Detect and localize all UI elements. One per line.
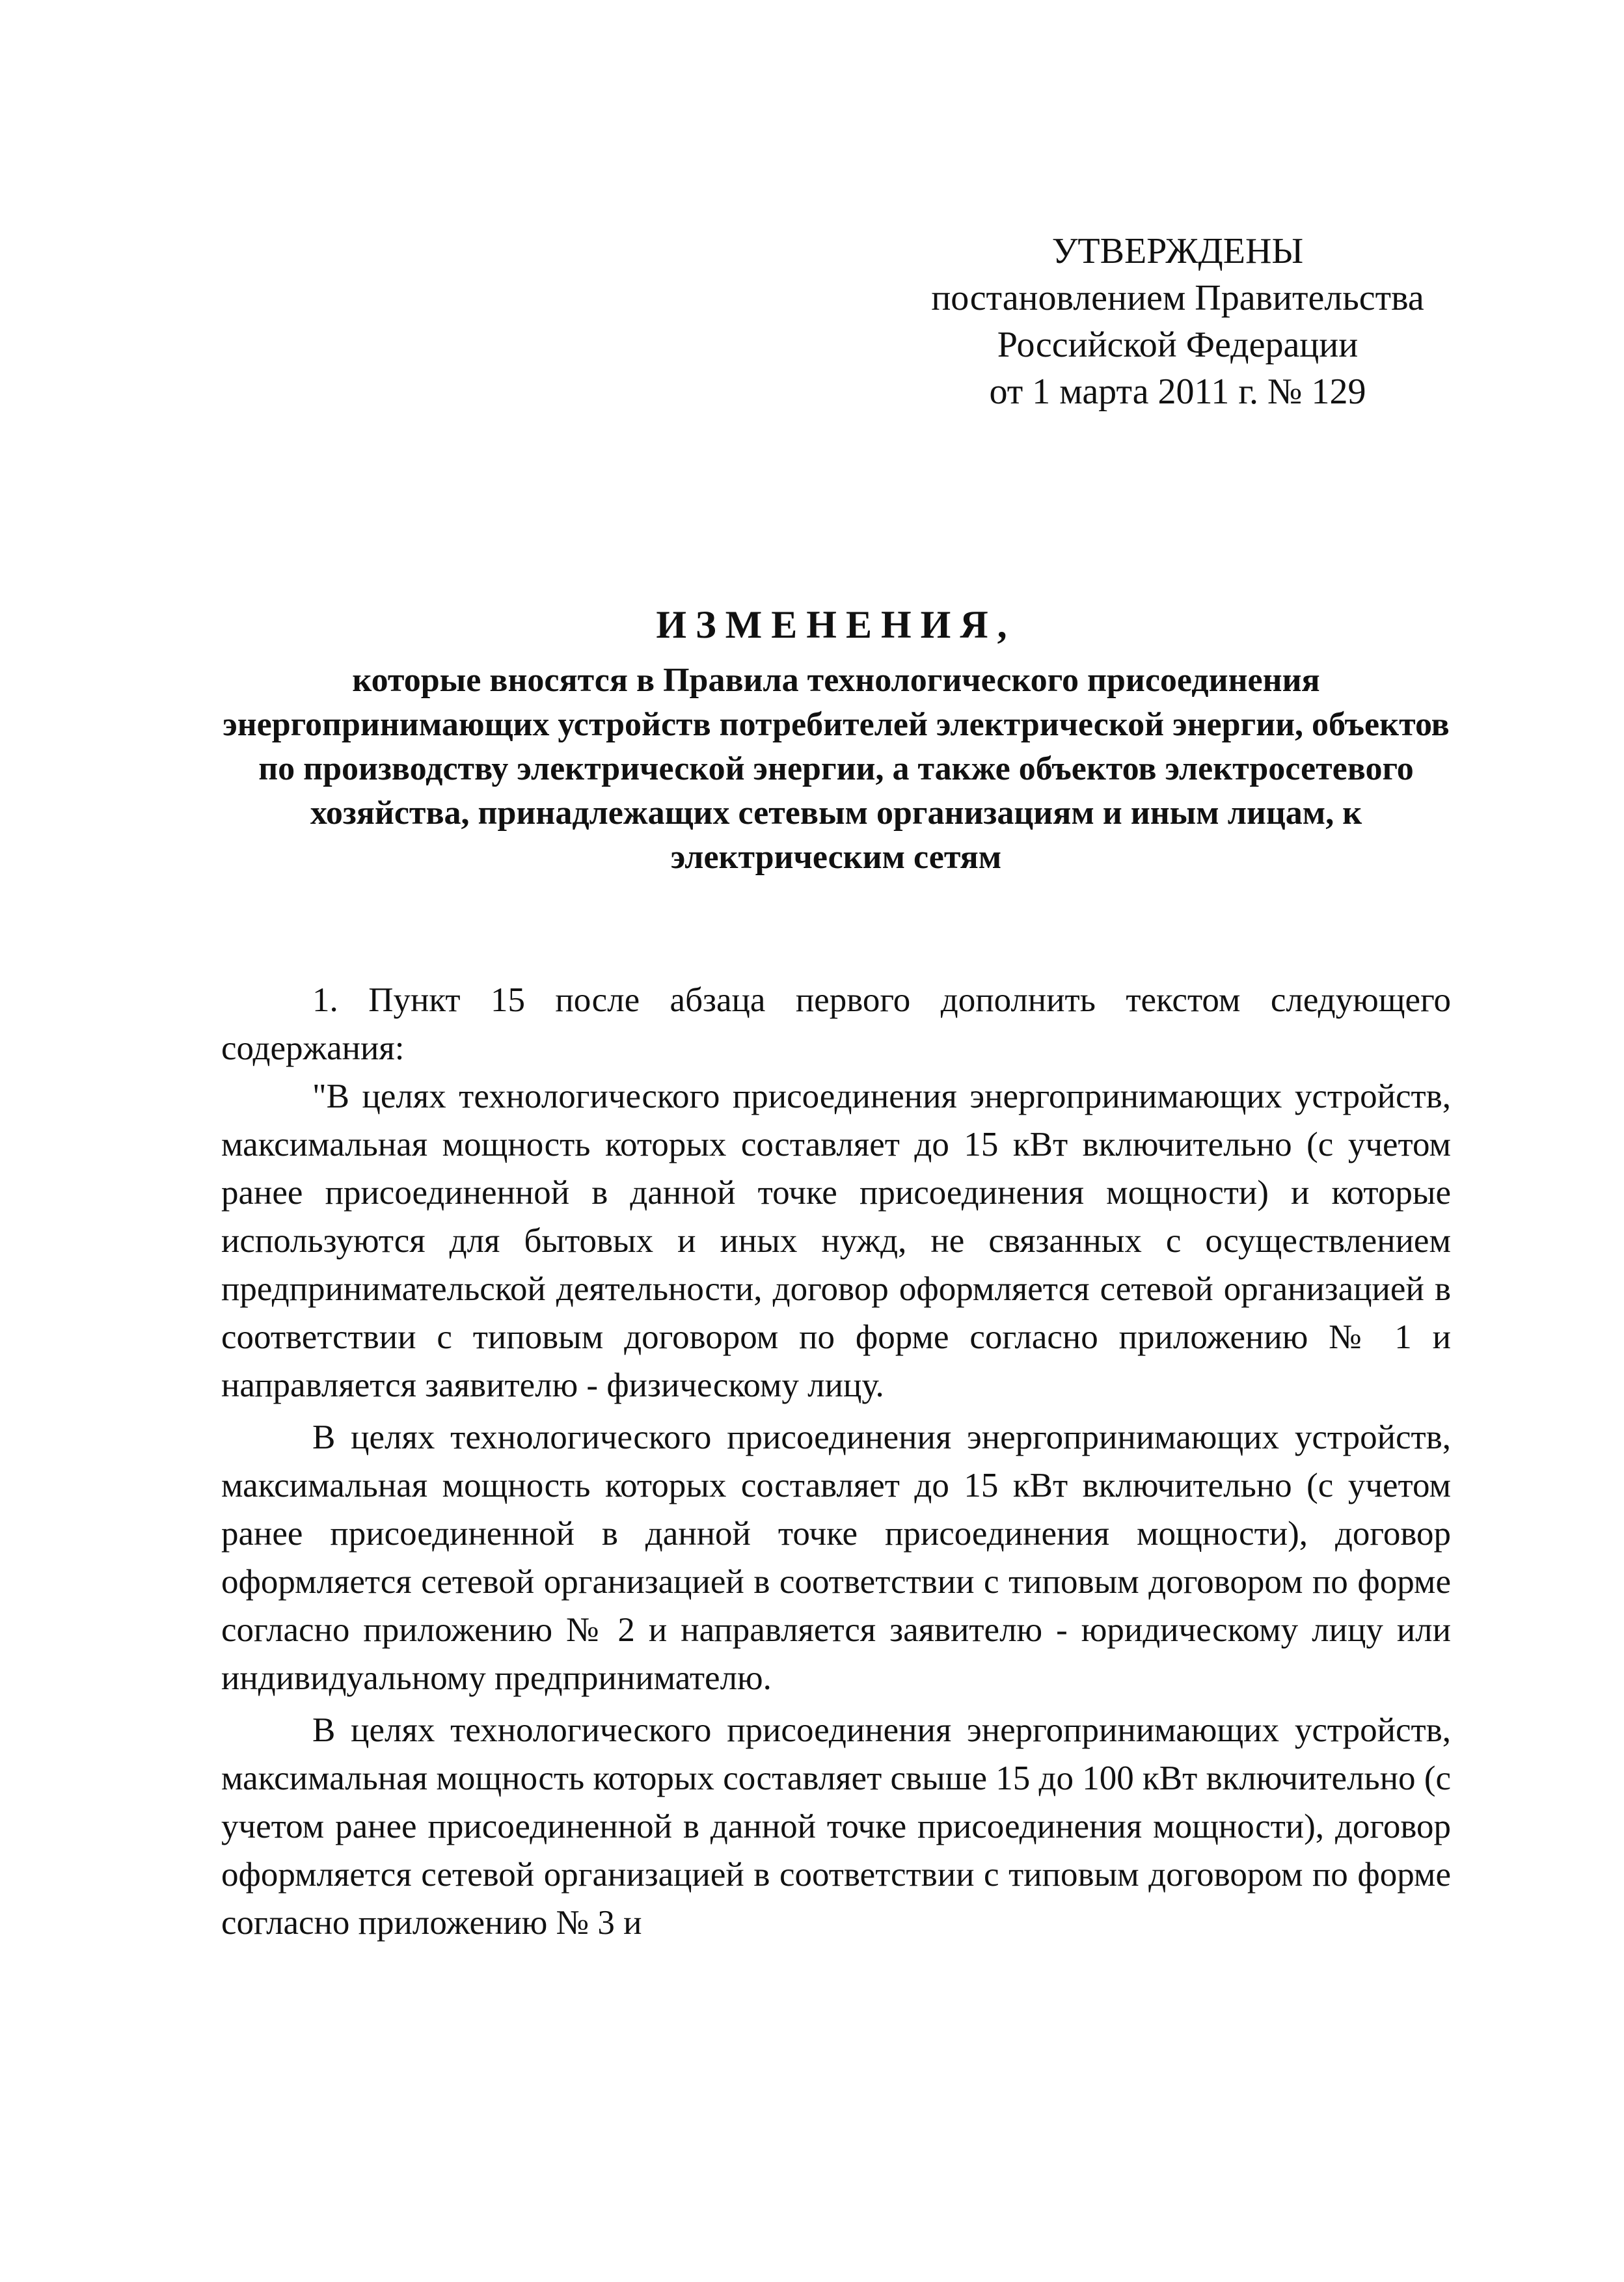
paragraph-3: В целях технологического присоединения энергопринимающих устройств, максимальная мощность которых составляет свыше 15 до 100 кВт включительно (с учетом ранее присоединенной в данной точке присоединения мощности), договор оформляется сетевой организацией в соответствии с типовым договором по форме согласно приложению № 3 и — [221, 1711, 1451, 1942]
paragraph-1: "В целях технологического присоединения энергопринимающих устройств, максимальная мощность которых составляет до 15 кВт включительно (с учетом ранее присоединенной в данной точке присоединения мощности) и которые используются для бытовых и иных нужд, не связанных с осуществлением предпринимательской деятельности, договор оформляется сетевой организацией в соответствии с типовым договором по форме согласно приложению № 1 и направляется заявителю - физическому лицу. — [221, 1078, 1451, 1404]
document-title: ИЗМЕНЕНИЯ, — [656, 603, 1016, 646]
document-subtitle: которые вносятся в Правила технологического присоединения энергопринимающих устройств потребителей электрической энергии, объектов по производству электрической энергии, а также объектов электросетевого хозяйства, принадлежащих сетевым организациям и иным лицам, к электрическим сетям — [223, 662, 1450, 876]
approval-authority: постановлением Правительства — [931, 278, 1424, 318]
title-block — [215, 599, 1457, 880]
approval-country: Российской Федерации — [997, 325, 1359, 365]
item-1: 1. Пункт 15 после абзаца первого дополнить текстом следующего содержания: — [221, 981, 1451, 1067]
paragraph-2: В целях технологического присоединения энергопринимающих устройств, максимальная мощность которых составляет до 15 кВт включительно (с учетом ранее присоединенной в данной точке присоединения мощности), договор оформляется сетевой организацией в соответствии с типовым договором по форме согласно приложению № 2 и направляется заявителю - юридическому лицу или индивидуальному предпринимателю. — [221, 1419, 1451, 1697]
document-body — [221, 976, 1451, 1947]
approval-heading: УТВЕРЖДЕНЫ — [1051, 231, 1304, 271]
approval-block — [885, 228, 1470, 415]
approval-date-number: от 1 марта 2011 г. № 129 — [989, 372, 1366, 412]
